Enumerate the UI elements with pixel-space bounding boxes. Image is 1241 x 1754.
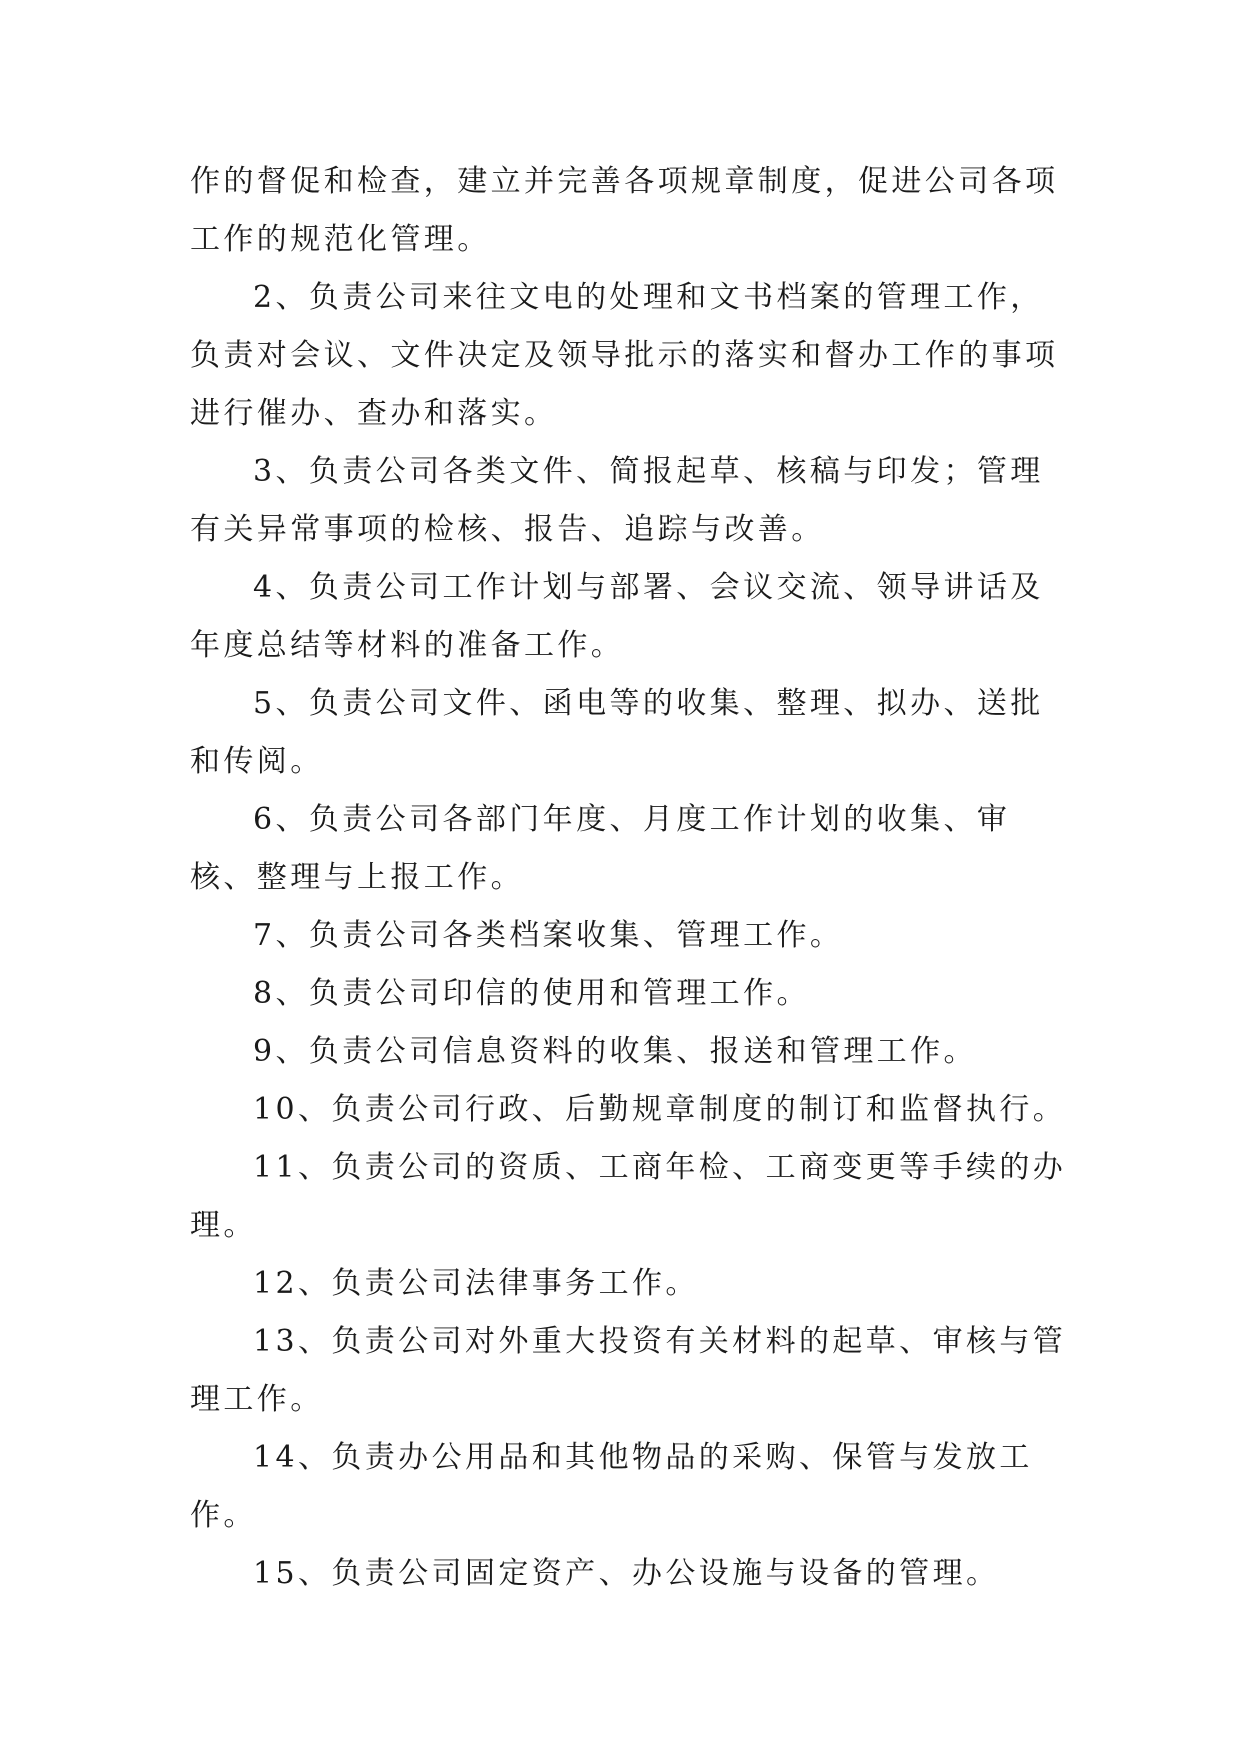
- paragraph-item-15: 15、负责公司固定资产、办公设施与设备的管理。: [253, 1556, 1000, 1591]
- paragraph-item-7: 7、负责公司各类档案收集、管理工作。: [253, 918, 844, 953]
- paragraph-item-9: 9、负责公司信息资料的收集、报送和管理工作。: [253, 1034, 977, 1069]
- paragraph-item-5: 5、负责公司文件、函电等的收集、整理、拟办、送批和传阅。: [190, 686, 1044, 779]
- paragraph-item-6: 6、负责公司各部门年度、月度工作计划的收集、审核、整理与上报工作。: [190, 802, 1011, 895]
- document-body: [190, 153, 1070, 1603]
- paragraph-continuation: 作的督促和检查，建立并完善各项规章制度，促进公司各项工作的规范化管理。: [190, 164, 1059, 257]
- paragraph-item-10: 10、负责公司行政、后勤规章制度的制订和监督执行。: [253, 1092, 1067, 1127]
- paragraph-item-4: 4、负责公司工作计划与部署、会议交流、领导讲话及年度总结等材料的准备工作。: [190, 570, 1044, 663]
- paragraph-item-14: 14、负责办公用品和其他物品的采购、保管与发放工作。: [190, 1440, 1033, 1533]
- paragraph-item-8: 8、负责公司印信的使用和管理工作。: [253, 976, 810, 1011]
- paragraph-item-13: 13、负责公司对外重大投资有关材料的起草、审核与管理工作。: [190, 1324, 1067, 1417]
- paragraph-item-11: 11、负责公司的资质、工商年检、工商变更等手续的办理。: [190, 1150, 1067, 1243]
- paragraph-item-3: 3、负责公司各类文件、简报起草、核稿与印发；管理有关异常事项的检核、报告、追踪与改善。: [190, 454, 1044, 547]
- paragraph-item-2: 2、负责公司来往文电的处理和文书档案的管理工作，负责对会议、文件决定及领导批示的落实和督办工作的事项进行催办、查办和落实。: [190, 280, 1059, 431]
- paragraph-item-12: 12、负责公司法律事务工作。: [253, 1266, 699, 1301]
